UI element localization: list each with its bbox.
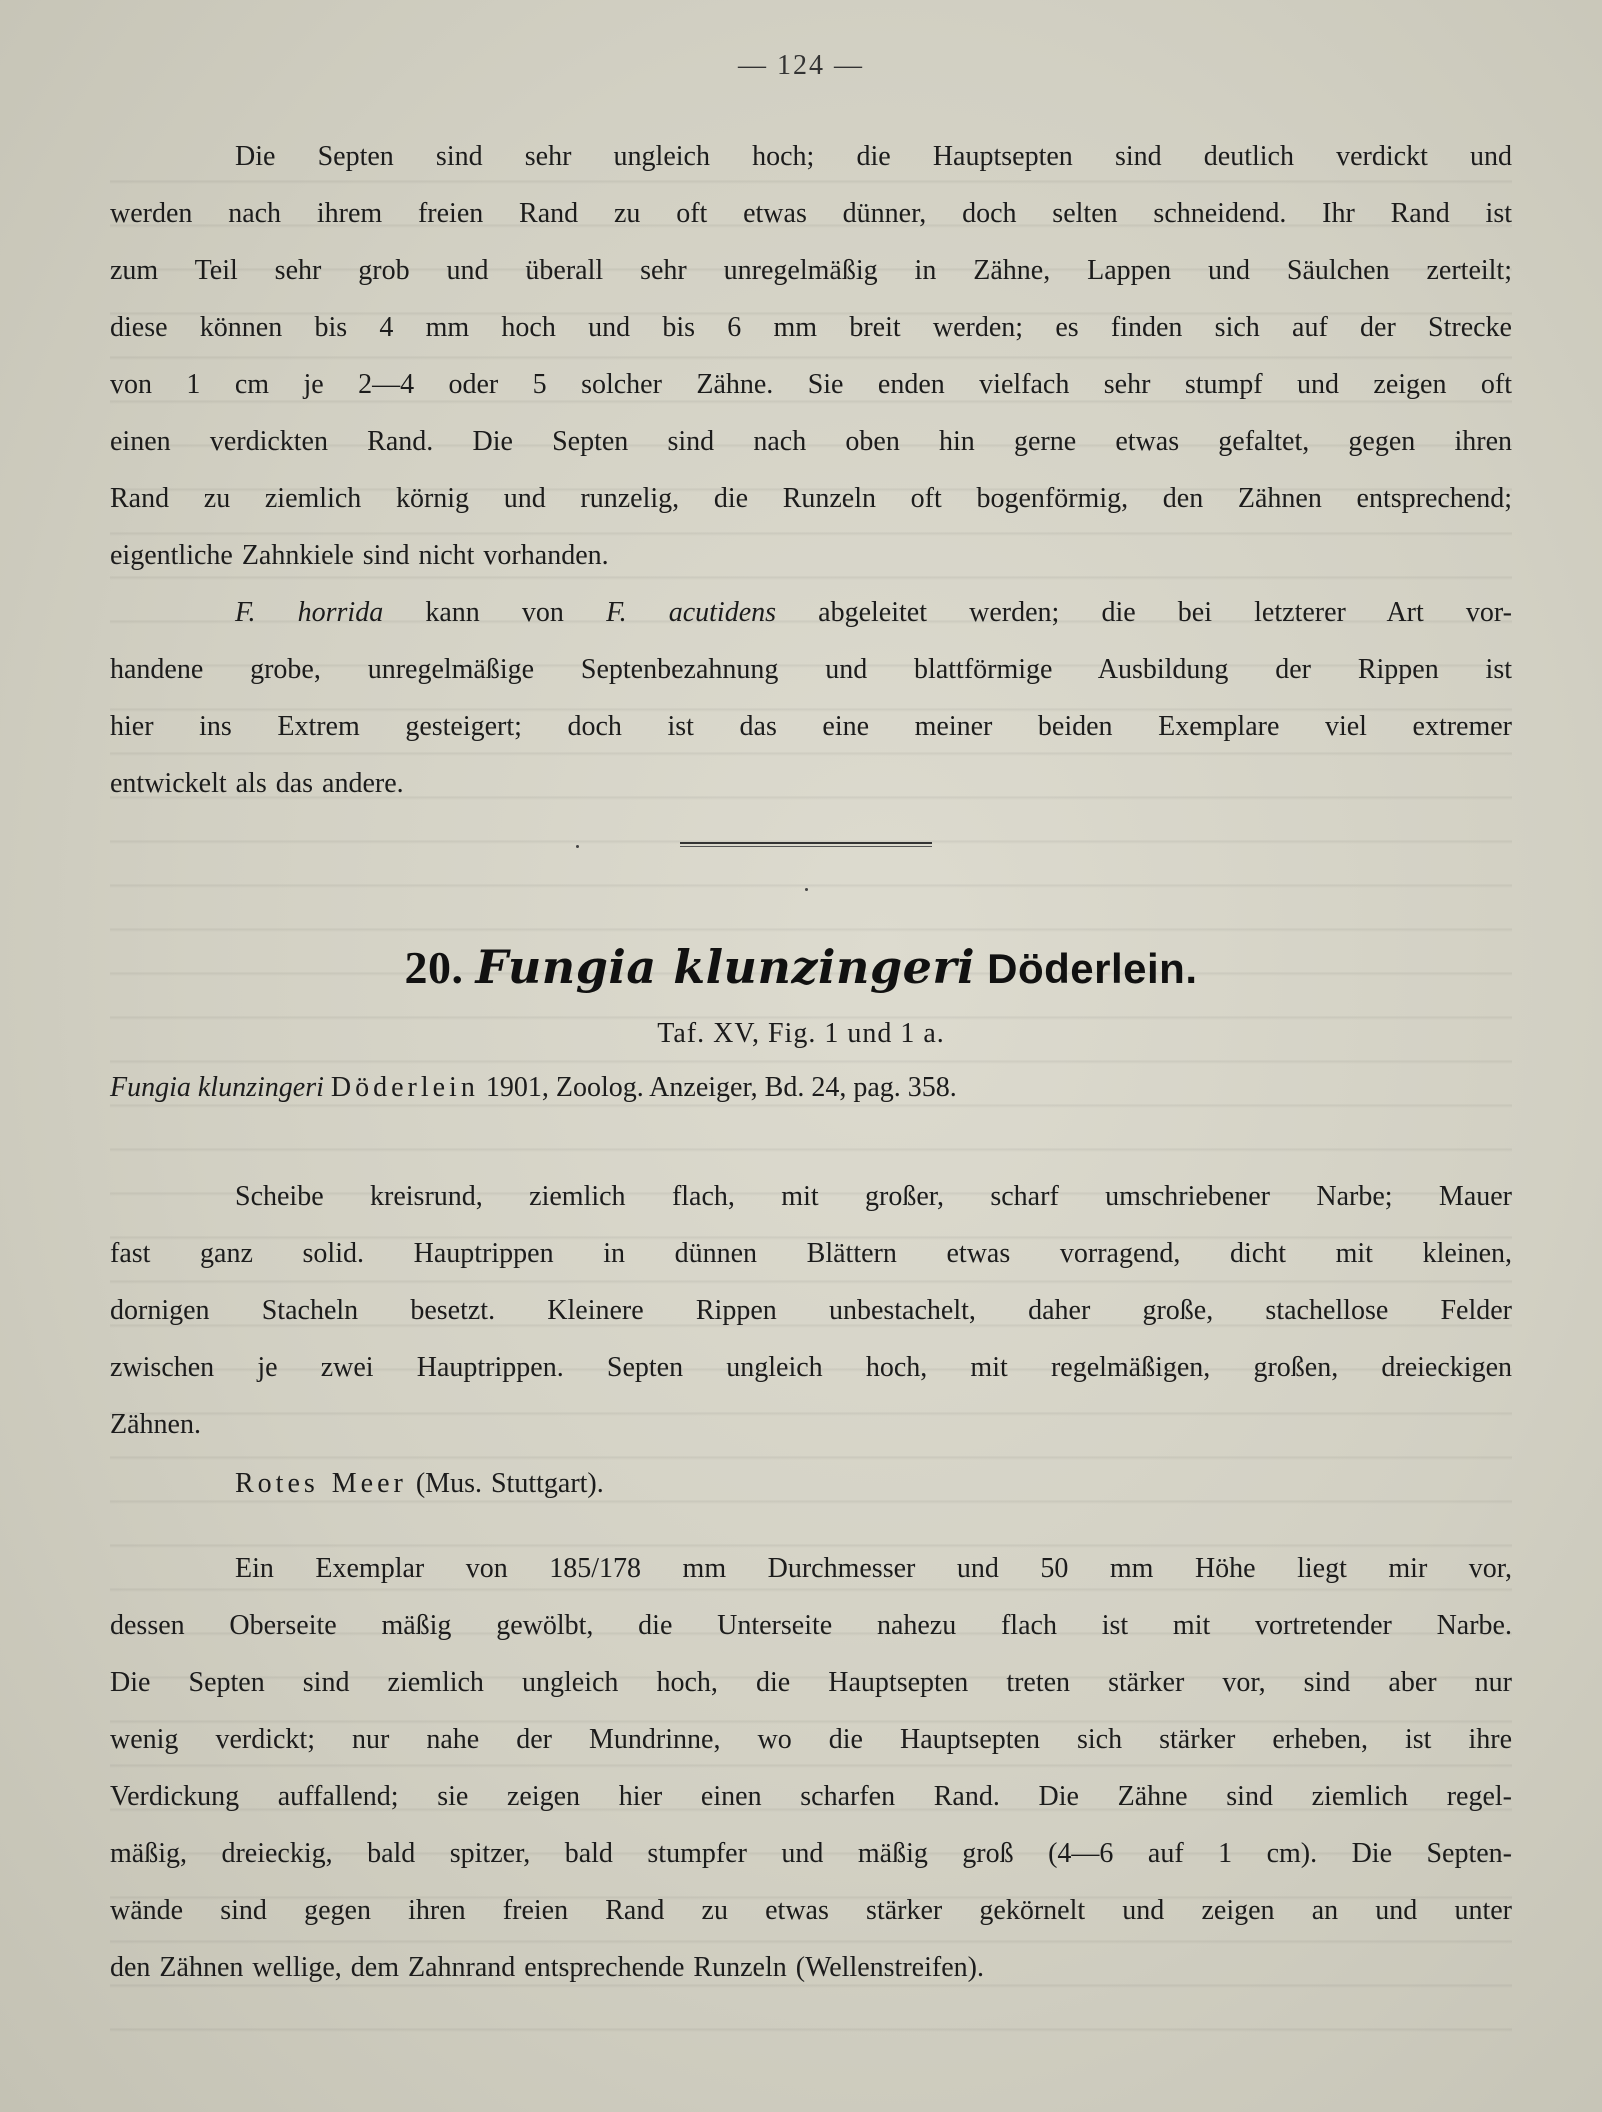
text-line: Ein Exemplar von 185/178 mm Durchmesser und 50 mm Höhe liegt mir vor, [235, 1553, 1512, 1584]
species-ref: F. acutidens [606, 597, 777, 628]
text-line: Zähnen. [110, 1409, 201, 1440]
text-line: Rand zu ziemlich körnig und runzelig, die Runzeln oft bogenförmig, den Zähnen entsprechend; [110, 483, 1512, 514]
text-fragment: kann von [383, 597, 607, 628]
paragraph-specimen [110, 1540, 1512, 1996]
citation-author: Döderlein [330, 1072, 479, 1103]
locality-place: Rotes Meer [235, 1468, 407, 1499]
citation-species: Fungia klunzingeri [110, 1072, 324, 1103]
text-line: Die Septen sind sehr ungleich hoch; die Hauptsepten sind deutlich verdickt und [235, 141, 1512, 172]
text-line: Die Septen sind ziemlich ungleich hoch, die Hauptsepten treten stärker vor, sind aber nur [110, 1667, 1512, 1698]
print-speck [576, 845, 579, 848]
locality [110, 1455, 1512, 1512]
section-divider [680, 842, 932, 847]
text-line: diese können bis 4 mm hoch und bis 6 mm breit werden; es finden sich auf der Strecke [110, 312, 1512, 343]
paragraph-septen [110, 128, 1512, 812]
citation [110, 1072, 957, 1104]
species-author: Döderlein. [987, 945, 1198, 992]
text-line: zwischen je zwei Hauptrippen. Septen ungleich hoch, mit regelmäßigen, großen, dreieckigen [110, 1352, 1512, 1383]
page-number: — 124 — [738, 50, 864, 81]
plate-reference: Taf. XV, Fig. 1 und 1 a. [657, 1018, 945, 1049]
text-line: eigentliche Zahnkiele sind nicht vorhanden. [110, 540, 609, 571]
text-fragment: abgeleitet werden; die bei letzterer Art vor- [776, 597, 1512, 628]
print-speck [805, 888, 808, 891]
text-line: wände sind gegen ihren freien Rand zu etwas stärker gekörnelt und zeigen an und unter [110, 1895, 1512, 1926]
species-heading [0, 940, 1602, 994]
text-line: mäßig, dreieckig, bald spitzer, bald stumpfer und mäßig groß (4—6 auf 1 cm). Die Septen- [110, 1838, 1512, 1869]
text-line: von 1 cm je 2—4 oder 5 solcher Zähne. Sie enden vielfach sehr stumpf und zeigen oft [110, 369, 1512, 400]
citation-ref: 1901, Zoolog. Anzeiger, Bd. 24, pag. 358. [478, 1072, 957, 1103]
text-line: Verdickung auffallend; sie zeigen hier einen scharfen Rand. Die Zähne sind ziemlich regel- [110, 1781, 1512, 1812]
paragraph-description [110, 1168, 1512, 1453]
text-line: werden nach ihrem freien Rand zu oft etwas dünner, doch selten schneidend. Ihr Rand ist [110, 198, 1512, 229]
text-line: dessen Oberseite mäßig gewölbt, die Unterseite nahezu flach ist mit vortretender Narbe. [110, 1610, 1512, 1641]
species-number: 20. [404, 942, 464, 993]
text-line [110, 584, 1512, 641]
locality-museum: (Mus. Stuttgart). [406, 1468, 604, 1499]
species-name: Fungia klunzingeri [475, 940, 976, 994]
text-line: den Zähnen wellige, dem Zahnrand entsprechende Runzeln (Wellenstreifen). [110, 1952, 984, 1983]
text-line [110, 1455, 1512, 1512]
species-ref: F. horrida [235, 597, 384, 628]
text-line: fast ganz solid. Hauptrippen in dünnen Blättern etwas vorragend, dicht mit kleinen, [110, 1238, 1512, 1269]
text-line: einen verdickten Rand. Die Septen sind nach oben hin gerne etwas gefaltet, gegen ihren [110, 426, 1512, 457]
text-line: hier ins Extrem gesteigert; doch ist das eine meiner beiden Exemplare viel extremer [110, 711, 1512, 742]
text-line: handene grobe, unregelmäßige Septenbezahnung und blattförmige Ausbildung der Rippen ist [110, 654, 1512, 685]
text-line: entwickelt als das andere. [110, 768, 404, 799]
text-line: wenig verdickt; nur nahe der Mundrinne, wo die Hauptsepten sich stärker erheben, ist ihre [110, 1724, 1512, 1755]
text-line: zum Teil sehr grob und überall sehr unregelmäßig in Zähne, Lappen und Säulchen zerteilt; [110, 255, 1512, 286]
text-line: dornigen Stacheln besetzt. Kleinere Rippen unbestachelt, daher große, stachellose Felder [110, 1295, 1512, 1326]
text-line: Scheibe kreisrund, ziemlich flach, mit großer, scharf umschriebener Narbe; Mauer [235, 1181, 1512, 1212]
